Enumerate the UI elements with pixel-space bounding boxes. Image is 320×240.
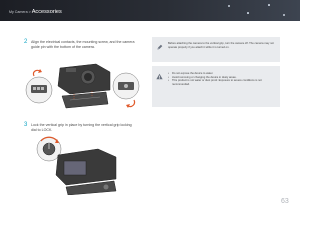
step-text: Align the electrical contacts, the mounting screw, and the camera guide pin with the bottom of the camera. bbox=[31, 40, 135, 49]
step-number: 2 bbox=[24, 38, 28, 45]
breadcrumb-main[interactable]: My Camera bbox=[9, 10, 28, 14]
caution-text bbox=[168, 72, 276, 86]
warning-triangle-icon bbox=[156, 73, 163, 80]
breadcrumb-separator: > bbox=[28, 10, 31, 14]
sparkle-decoration bbox=[247, 12, 249, 14]
caution-box bbox=[152, 66, 280, 107]
step-number: 3 bbox=[24, 121, 28, 128]
breadcrumb-section: Accessories bbox=[31, 9, 62, 15]
caution-item: • This product is not water or dust proof. Exposure to severe conditions is not recommended. bbox=[168, 79, 276, 86]
step-text: Lock the vertical grip in place by turning the vertical grip locking dial to LOCK. bbox=[31, 123, 132, 132]
sparkle-decoration bbox=[268, 4, 270, 6]
note-box bbox=[152, 37, 280, 62]
breadcrumb bbox=[9, 4, 62, 17]
pencil-note-icon bbox=[156, 44, 163, 51]
page-number: 63 bbox=[281, 198, 289, 205]
note-text: Before attaching the camera to the vertical grip, turn the camera off. The camera may not operate properly if you attach it while it is turned on. bbox=[168, 42, 274, 49]
sparkle-decoration bbox=[228, 5, 230, 7]
camera-grip-alignment-illustration bbox=[22, 54, 144, 116]
page-header bbox=[0, 0, 300, 21]
locking-dial-illustration bbox=[36, 133, 126, 195]
caution-list bbox=[168, 72, 276, 86]
sparkle-decoration bbox=[283, 14, 285, 16]
caution-item: • Do not expose the device to water. bbox=[168, 72, 276, 76]
caution-item: • Avoid removing or changing the device in dusty areas. bbox=[168, 76, 276, 80]
